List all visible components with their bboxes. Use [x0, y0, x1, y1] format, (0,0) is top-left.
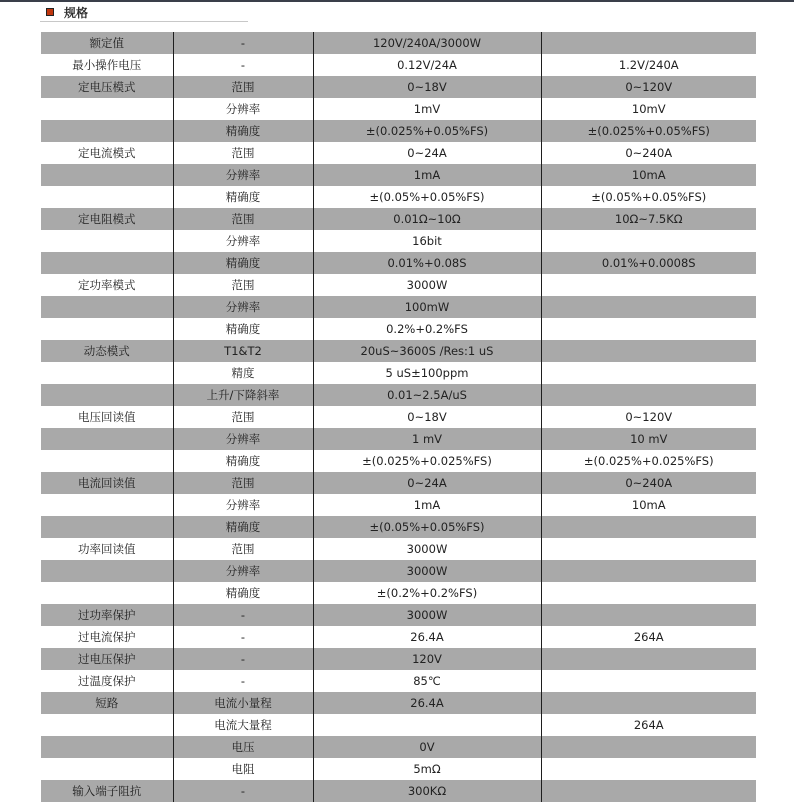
range-high-value-cell	[541, 32, 756, 54]
parameter-cell: 电压	[173, 736, 313, 758]
parameter-cell: T1&T2	[173, 340, 313, 362]
table-row	[41, 98, 756, 120]
table-row	[41, 450, 756, 472]
category-cell	[41, 186, 173, 208]
range-high-value-cell: 0~240A	[541, 142, 756, 164]
table-row	[41, 384, 756, 406]
range-low-value-cell: 0V	[313, 736, 541, 758]
category-cell: 过温度保护	[41, 670, 173, 692]
table-row	[41, 516, 756, 538]
category-cell: 输入端子阻抗	[41, 780, 173, 802]
parameter-cell: -	[173, 648, 313, 670]
range-high-value-cell: 0.01%+0.0008S	[541, 252, 756, 274]
category-cell	[41, 494, 173, 516]
range-low-value-cell: 3000W	[313, 604, 541, 626]
range-low-value-cell: 0.01%+0.08S	[313, 252, 541, 274]
table-row	[41, 428, 756, 450]
table-row	[41, 604, 756, 626]
section-header	[46, 3, 88, 21]
table-row	[41, 54, 756, 76]
range-high-value-cell	[541, 318, 756, 340]
category-cell	[41, 230, 173, 252]
parameter-cell: -	[173, 54, 313, 76]
table-row	[41, 76, 756, 98]
range-high-value-cell: 10mA	[541, 164, 756, 186]
parameter-cell: 分辨率	[173, 230, 313, 252]
category-cell: 定电流模式	[41, 142, 173, 164]
range-high-value-cell	[541, 582, 756, 604]
range-high-value-cell	[541, 648, 756, 670]
category-cell: 短路	[41, 692, 173, 714]
parameter-cell: 分辨率	[173, 560, 313, 582]
parameter-cell: 精确度	[173, 516, 313, 538]
range-high-value-cell	[541, 736, 756, 758]
range-low-value-cell: ±(0.025%+0.05%FS)	[313, 120, 541, 142]
category-cell	[41, 428, 173, 450]
table-row	[41, 274, 756, 296]
range-high-value-cell	[541, 692, 756, 714]
category-cell	[41, 318, 173, 340]
category-cell	[41, 736, 173, 758]
table-row	[41, 32, 756, 54]
range-high-value-cell: 10 mV	[541, 428, 756, 450]
parameter-cell: 精确度	[173, 120, 313, 142]
range-low-value-cell: 26.4A	[313, 692, 541, 714]
table-row	[41, 186, 756, 208]
category-cell: 定电阻模式	[41, 208, 173, 230]
table-row	[41, 252, 756, 274]
range-low-value-cell: 0.2%+0.2%FS	[313, 318, 541, 340]
table-row	[41, 230, 756, 252]
category-cell: 功率回读值	[41, 538, 173, 560]
table-row	[41, 318, 756, 340]
parameter-cell: 范围	[173, 208, 313, 230]
parameter-cell: 分辨率	[173, 98, 313, 120]
parameter-cell: 范围	[173, 472, 313, 494]
parameter-cell: 范围	[173, 406, 313, 428]
category-cell: 过电流保护	[41, 626, 173, 648]
table-row	[41, 780, 756, 802]
category-cell: 额定值	[41, 32, 173, 54]
category-cell	[41, 384, 173, 406]
range-low-value-cell: 120V/240A/3000W	[313, 32, 541, 54]
category-cell	[41, 164, 173, 186]
range-low-value-cell: ±(0.2%+0.2%FS)	[313, 582, 541, 604]
parameter-cell: 电阻	[173, 758, 313, 780]
category-cell	[41, 362, 173, 384]
header-divider	[40, 21, 248, 22]
category-cell	[41, 714, 173, 736]
range-low-value-cell	[313, 714, 541, 736]
parameter-cell: 上升/下降斜率	[173, 384, 313, 406]
category-cell: 过功率保护	[41, 604, 173, 626]
range-high-value-cell	[541, 516, 756, 538]
category-cell: 定电压模式	[41, 76, 173, 98]
range-high-value-cell	[541, 758, 756, 780]
parameter-cell: 精确度	[173, 252, 313, 274]
range-high-value-cell	[541, 604, 756, 626]
category-cell	[41, 98, 173, 120]
range-low-value-cell: 26.4A	[313, 626, 541, 648]
square-bullet-icon	[46, 8, 54, 16]
table-row	[41, 648, 756, 670]
range-low-value-cell: 85℃	[313, 670, 541, 692]
parameter-cell: 分辨率	[173, 164, 313, 186]
category-cell	[41, 252, 173, 274]
range-high-value-cell: 1.2V/240A	[541, 54, 756, 76]
category-cell: 电压回读值	[41, 406, 173, 428]
range-high-value-cell: ±(0.025%+0.05%FS)	[541, 120, 756, 142]
table-row	[41, 560, 756, 582]
range-high-value-cell	[541, 560, 756, 582]
parameter-cell: 精确度	[173, 582, 313, 604]
parameter-cell: -	[173, 670, 313, 692]
section-title: 规格	[64, 5, 89, 20]
top-border	[0, 0, 794, 2]
table-row	[41, 208, 756, 230]
table-row	[41, 142, 756, 164]
range-high-value-cell	[541, 362, 756, 384]
category-cell	[41, 296, 173, 318]
table-row	[41, 296, 756, 318]
range-low-value-cell: 0~24A	[313, 142, 541, 164]
category-cell	[41, 758, 173, 780]
range-high-value-cell	[541, 670, 756, 692]
range-low-value-cell: ±(0.05%+0.05%FS)	[313, 186, 541, 208]
parameter-cell: 电流大量程	[173, 714, 313, 736]
parameter-cell: -	[173, 604, 313, 626]
range-high-value-cell	[541, 384, 756, 406]
parameter-cell: 精确度	[173, 318, 313, 340]
table-row	[41, 340, 756, 362]
range-high-value-cell	[541, 230, 756, 252]
range-low-value-cell: 0.01~2.5A/uS	[313, 384, 541, 406]
range-low-value-cell: 20uS~3600S /Res:1 uS	[313, 340, 541, 362]
range-high-value-cell: 0~120V	[541, 406, 756, 428]
range-high-value-cell	[541, 296, 756, 318]
table-row	[41, 406, 756, 428]
range-high-value-cell: 264A	[541, 626, 756, 648]
category-cell: 电流回读值	[41, 472, 173, 494]
range-low-value-cell: 0~18V	[313, 76, 541, 98]
parameter-cell: -	[173, 780, 313, 802]
range-low-value-cell: 1 mV	[313, 428, 541, 450]
parameter-cell: 范围	[173, 76, 313, 98]
table-row	[41, 758, 756, 780]
parameter-cell: 分辨率	[173, 494, 313, 516]
parameter-cell: 电流小量程	[173, 692, 313, 714]
table-row	[41, 472, 756, 494]
spec-table	[41, 32, 756, 802]
parameter-cell: 精确度	[173, 186, 313, 208]
range-high-value-cell: 10Ω~7.5KΩ	[541, 208, 756, 230]
table-row	[41, 582, 756, 604]
parameter-cell: 分辨率	[173, 428, 313, 450]
table-row	[41, 714, 756, 736]
parameter-cell: -	[173, 32, 313, 54]
range-high-value-cell	[541, 340, 756, 362]
range-high-value-cell	[541, 780, 756, 802]
category-cell: 过电压保护	[41, 648, 173, 670]
table-row	[41, 692, 756, 714]
range-low-value-cell: 0~24A	[313, 472, 541, 494]
range-low-value-cell: 16bit	[313, 230, 541, 252]
range-low-value-cell: 5 uS±100ppm	[313, 362, 541, 384]
range-low-value-cell: 3000W	[313, 560, 541, 582]
table-row	[41, 736, 756, 758]
range-low-value-cell: 1mV	[313, 98, 541, 120]
range-high-value-cell: 0~120V	[541, 76, 756, 98]
category-cell	[41, 120, 173, 142]
category-cell	[41, 450, 173, 472]
table-row	[41, 120, 756, 142]
parameter-cell: 范围	[173, 274, 313, 296]
parameter-cell: 精度	[173, 362, 313, 384]
parameter-cell: -	[173, 626, 313, 648]
table-row	[41, 494, 756, 516]
table-row	[41, 538, 756, 560]
range-low-value-cell: 3000W	[313, 274, 541, 296]
category-cell	[41, 516, 173, 538]
range-high-value-cell	[541, 274, 756, 296]
range-low-value-cell: 100mW	[313, 296, 541, 318]
table-row	[41, 626, 756, 648]
table-row	[41, 670, 756, 692]
category-cell: 定功率模式	[41, 274, 173, 296]
range-low-value-cell: 0.01Ω~10Ω	[313, 208, 541, 230]
range-low-value-cell: 0~18V	[313, 406, 541, 428]
parameter-cell: 精确度	[173, 450, 313, 472]
range-low-value-cell: 1mA	[313, 164, 541, 186]
range-low-value-cell: ±(0.05%+0.05%FS)	[313, 516, 541, 538]
range-high-value-cell: ±(0.025%+0.025%FS)	[541, 450, 756, 472]
range-low-value-cell: 0.12V/24A	[313, 54, 541, 76]
range-high-value-cell: ±(0.05%+0.05%FS)	[541, 186, 756, 208]
table-row	[41, 164, 756, 186]
spec-table-body	[41, 32, 756, 802]
parameter-cell: 范围	[173, 538, 313, 560]
category-cell	[41, 560, 173, 582]
range-high-value-cell: 264A	[541, 714, 756, 736]
range-low-value-cell: 3000W	[313, 538, 541, 560]
range-low-value-cell: 120V	[313, 648, 541, 670]
category-cell: 动态模式	[41, 340, 173, 362]
range-low-value-cell: ±(0.025%+0.025%FS)	[313, 450, 541, 472]
category-cell: 最小操作电压	[41, 54, 173, 76]
range-low-value-cell: 1mA	[313, 494, 541, 516]
range-high-value-cell	[541, 538, 756, 560]
parameter-cell: 分辨率	[173, 296, 313, 318]
table-row	[41, 362, 756, 384]
range-low-value-cell: 5mΩ	[313, 758, 541, 780]
range-high-value-cell: 0~240A	[541, 472, 756, 494]
parameter-cell: 范围	[173, 142, 313, 164]
range-high-value-cell: 10mA	[541, 494, 756, 516]
range-high-value-cell: 10mV	[541, 98, 756, 120]
range-low-value-cell: 300KΩ	[313, 780, 541, 802]
category-cell	[41, 582, 173, 604]
